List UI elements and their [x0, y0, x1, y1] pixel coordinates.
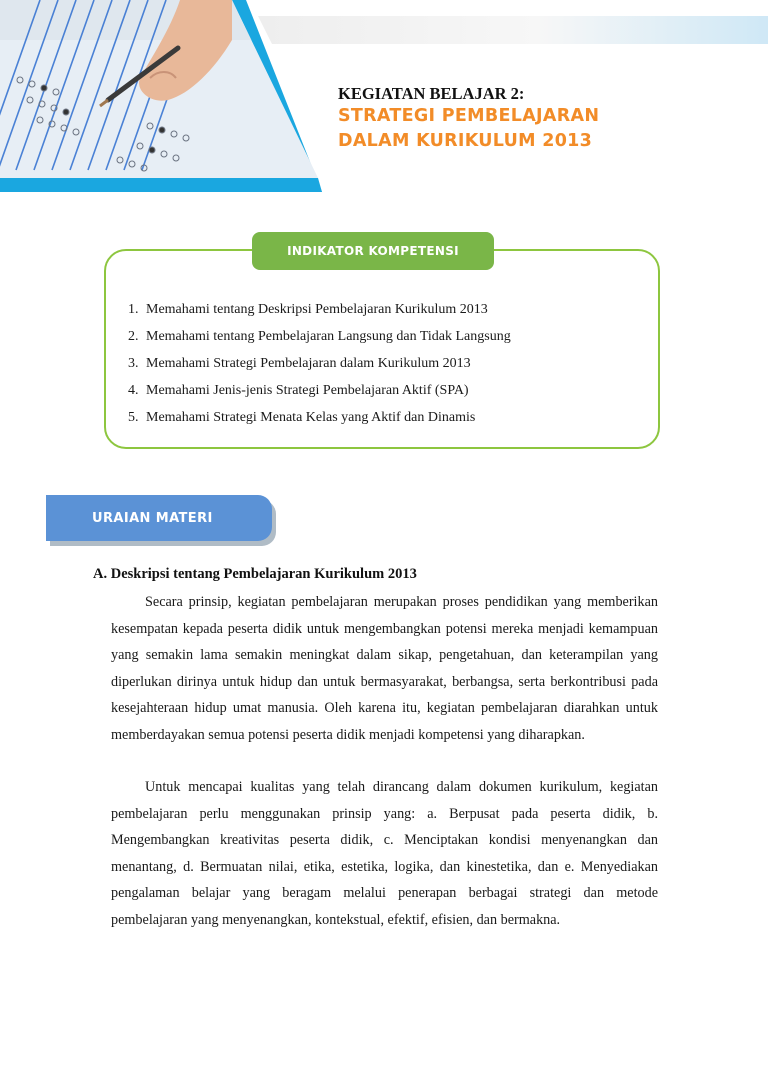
indikator-tab: INDIKATOR KOMPETENSI — [252, 232, 494, 270]
paragraph-1: Secara prinsip, kegiatan pembelajaran merupakan proses pendidikan yang memberikan kesempatan kepada peserta didik untuk mengembangkan potensi mereka menjadi kemampuan yang semakin lama semakin meningkat dalam sikap, pengetahuan, dan keterampilan yang diperlukan dirinya untuk hidup dan untuk bermasyarakat, berbangsa, serta berkontribusi pada kesejahteraan hidup umat manusia. Oleh karena itu, kegiatan pembelajaran diarahkan untuk memberdayakan semua potensi peserta didik menjadi kompetensi yang diharapkan. — [111, 594, 658, 743]
list-item — [128, 350, 511, 377]
chapter-title-line2: DALAM KURIKULUM 2013 — [338, 131, 593, 151]
header-strip — [258, 16, 768, 44]
list-item — [128, 296, 511, 323]
paragraph-2: Untuk mencapai kualitas yang telah dirancang dalam dokumen kurikulum, kegiatan pembelajaran perlu menggunakan prinsip yang: a. Berpusat pada peserta didik, b. Mengembangkan kreativitas peserta didik, c. Menciptakan kondisi menyenangkan dan menantang, d. Bermuatan nilai, etika, estetika, logika, dan kinestetika, dan e. Menyediakan pengalaman belajar yang beragam melalui penerapan berbagai strategi dan metode pembelajaran yang menyenangkan, kontekstual, efektif, efisien, dan bermakna. — [111, 779, 658, 928]
list-item-text: Memahami tentang Deskripsi Pembelajaran Kurikulum 2013 — [146, 302, 488, 317]
list-item-text: Memahami Strategi Menata Kelas yang Aktif dan Dinamis — [146, 410, 476, 425]
indikator-list — [128, 296, 511, 431]
header-blue-base — [0, 178, 322, 192]
list-item-number: 5. — [128, 410, 139, 425]
list-item — [128, 404, 511, 431]
list-item-number: 4. — [128, 383, 139, 398]
list-item-number: 3. — [128, 356, 139, 371]
chapter-header — [0, 0, 768, 200]
list-item — [128, 323, 511, 350]
kegiatan-label: KEGIATAN BELAJAR 2: — [338, 84, 525, 103]
chapter-title-line1: STRATEGI PEMBELAJARAN — [338, 106, 600, 126]
uraian-tab: URAIAN MATERI — [46, 495, 272, 541]
section-heading: A. Deskripsi tentang Pembelajaran Kurikulum 2013 — [93, 566, 417, 582]
list-item-text: Memahami Strategi Pembelajaran dalam Kurikulum 2013 — [146, 356, 471, 371]
list-item-number: 2. — [128, 329, 139, 344]
list-item-number: 1. — [128, 302, 139, 317]
list-item — [128, 377, 511, 404]
list-item-text: Memahami Jenis-jenis Strategi Pembelajaran Aktif (SPA) — [146, 383, 469, 398]
list-item-text: Memahami tentang Pembelajaran Langsung dan Tidak Langsung — [146, 329, 511, 344]
